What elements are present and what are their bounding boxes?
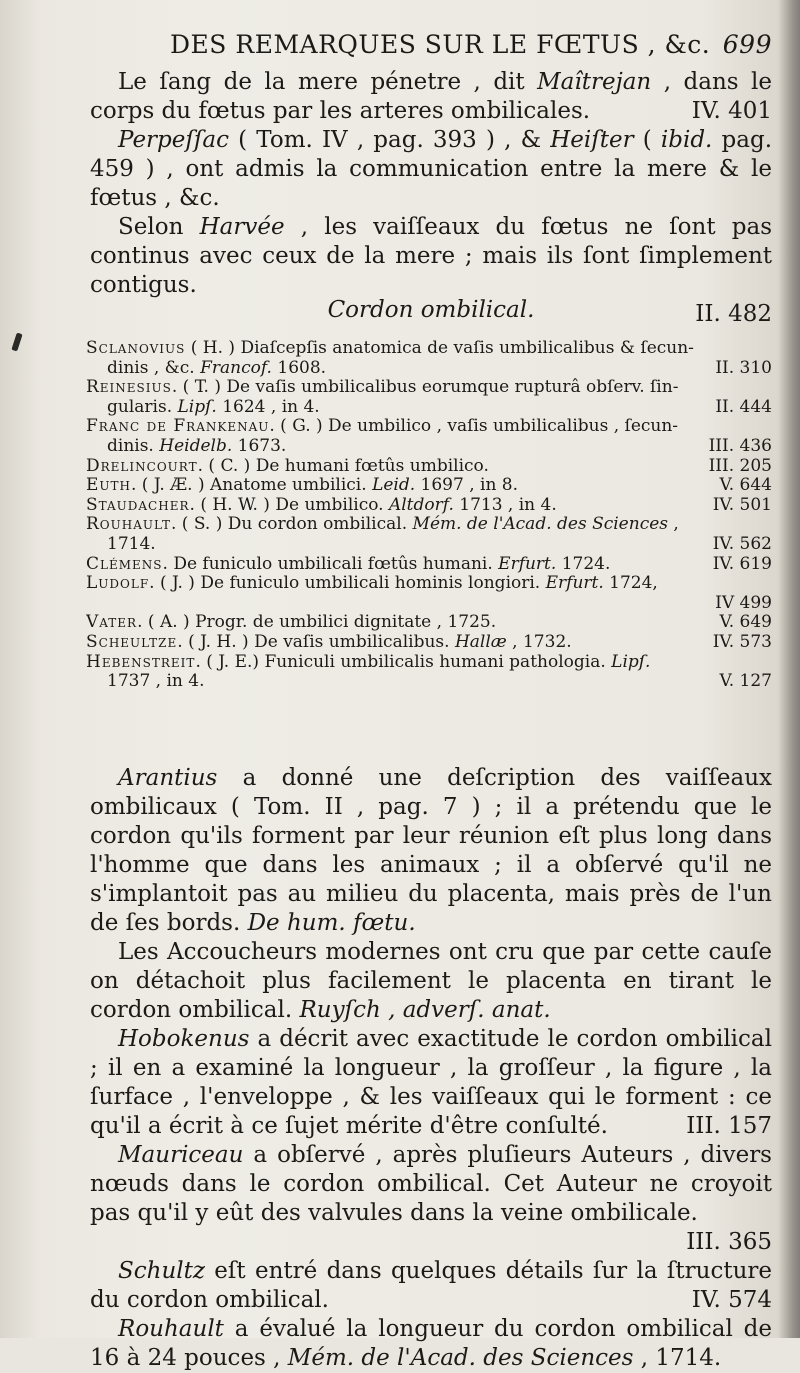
paragraph-mauriceau: Mauriceau a obſervé , après pluſieurs Auteurs , divers nœuds dans le cordon ombilical. Cet Auteur ne croyoit pas qu'il y eût des valvules dans la veine ombilicale. III. 365: [90, 1142, 772, 1255]
bibliography-entry: Scheultze. ( J. H. ) De vaſis umbilicalibus. Hallæ , 1732. IV. 573: [86, 632, 772, 652]
reference: III. 436: [708, 436, 772, 456]
paragraph-schultz: Schultz eſt entré dans quelques détails ſur la ſtructure du cordon ombilical. IV. 574: [90, 1258, 772, 1313]
ink-mark: [11, 333, 22, 352]
section-title: Cordon ombilical.: [327, 297, 535, 323]
intro-section: [90, 68, 772, 329]
page-edge-shadow: [778, 0, 800, 1338]
paragraph-perpessac: Perpeſſac ( Tom. IV , pag. 393 ) , & Heiſter ( ibid. pag. 459 ) , ont admis la communication entre la mere & le fœtus , &c.: [90, 127, 772, 211]
paragraph-maitrejan: Le ſang de la mere pénetre , dit Maîtrejan , dans le corps du fœtus par les arteres ombilicales. IV. 401: [90, 69, 773, 124]
author-name: Schultz: [118, 1258, 205, 1284]
author-name: Hobokenus: [118, 1026, 250, 1052]
author-name: Harvée: [199, 214, 285, 240]
reference: II. 482: [695, 301, 772, 327]
reference: V. 649: [719, 613, 772, 633]
bibliography-entry: Drelincourt. ( C. ) De humani fœtûs umbilico. III. 205: [86, 456, 772, 476]
reference: V. 127: [719, 672, 772, 692]
citation: Mém. de l'Acad. des Sciences: [287, 1345, 634, 1371]
reference: III. 205: [708, 456, 772, 476]
paragraph-arantius: Arantius a donné une deſcription des vaiſſeaux ombilicaux ( Tom. II , pag. 7 ) ; il a prétendu que le cordon qu'ils forment par leur réunion eſt plus long dans l'homme que dans les animaux ; il a obſervé qu'il ne s'implantoit pas au milieu du placenta, mais près de l'un de ſes bords. De hum. fœtu.: [90, 765, 772, 936]
reference: IV. 401: [691, 98, 772, 124]
author-name: Arantius: [118, 765, 218, 791]
reference: V. 644: [719, 476, 772, 496]
body-section: [90, 764, 772, 1373]
author-name: Maîtrejan: [537, 69, 652, 95]
bibliography-entry: Ludolf. ( J. ) De funiculo umbilicali hominis longiori. Erfurt. 1724, IV 499: [86, 574, 772, 613]
bibliography-entry: Sclanovius ( H. ) Diaſcepſis anatomica de vaſis umbilicalibus & ſecun- dinis , &c. Francof. 1608. II. 310: [86, 339, 772, 378]
bibliography-entry: Reinesius. ( T. ) De vaſis umbilicalibus eorumque rupturâ obſerv. ſin- gularis. Lipſ. 1624 , in 4. II. 444: [86, 378, 772, 417]
bibliography-entry: Clémens. De funiculo umbilicali fœtûs humani. Erfurt. 1724. IV. 619: [86, 554, 772, 574]
reference: III. 157: [686, 1113, 772, 1139]
author-name: Mauriceau: [118, 1142, 244, 1168]
paragraph-harvee: Selon Harvée , les vaiſſeaux du fœtus ne ſont pas continus avec ceux de la mere ; mais ils ſont ſimplement contigus.: [90, 214, 773, 298]
bibliography-entry: Rouhault. ( S. ) Du cordon ombilical. Mém. de l'Acad. des Sciences , 1714. IV. 562: [86, 515, 772, 554]
paragraph-accoucheurs: Les Accoucheurs modernes ont cru que par cette cauſe on détachoit plus facilement le placenta en tirant le cordon ombilical. Ruyſch , adverſ. anat.: [90, 939, 772, 1023]
bibliography-list: [86, 339, 772, 692]
running-header: [170, 30, 772, 64]
bibliography-entry: Vater. ( A. ) Progr. de umbilici dignitate , 1725. V. 649: [86, 613, 772, 633]
reference: IV. 619: [712, 554, 772, 574]
reference: IV. 573: [712, 632, 772, 652]
reference: IV. 501: [712, 495, 772, 515]
paragraph-hobokenus: Hobokenus a décrit avec exactitude le cordon ombilical ; il en a examiné la longueur , la groſſeur , la figure , la ſurface , l'enveloppe , & les vaiſſeaux qui le forment : ce qu'il a écrit à ce ſujet mérite d'être conſulté. III. 157: [90, 1026, 772, 1139]
author-name: Rouhault: [118, 1316, 224, 1342]
citation: De hum. fœtu.: [247, 910, 416, 936]
reference: II. 444: [715, 397, 772, 417]
reference: IV 499: [715, 593, 772, 613]
reference: IV. 562: [712, 534, 772, 554]
bibliography-entry: Hebenstreit. ( J. E.) Funiculi umbilicalis humani pathologia. Lipſ. 1737 , in 4. V. 127: [86, 652, 772, 692]
author-name: Perpeſſac: [118, 127, 230, 153]
header-title: DES REMARQUES SUR LE FŒTUS , &c.: [170, 30, 711, 59]
paragraph-rouhault: Rouhault a évalué la longueur du cordon ombilical de 16 à 24 pouces , Mém. de l'Acad. des Sciences , 1714.: [90, 1316, 772, 1371]
reference: III. 365: [686, 1229, 772, 1255]
reference: II. 310: [715, 358, 772, 378]
reference: IV. 574: [691, 1287, 772, 1313]
bibliography-entry: Franc de Frankenau. ( G. ) De umbilico , vaſis umbilicalibus , ſecun- dinis. Heidelb. 1673. III. 436: [86, 417, 772, 456]
author-name: Heiſter: [550, 127, 634, 153]
page-number: 699: [722, 30, 772, 59]
bibliography-entry: Staudacher. ( H. W. ) De umbilico. Altdorf. 1713 , in 4. IV. 501: [86, 495, 772, 515]
bibliography-entry: Euth. ( J. Æ. ) Anatome umbilici. Leid. 1697 , in 8. V. 644: [86, 476, 772, 496]
citation: Ruyſch , adverſ. anat.: [299, 997, 551, 1023]
